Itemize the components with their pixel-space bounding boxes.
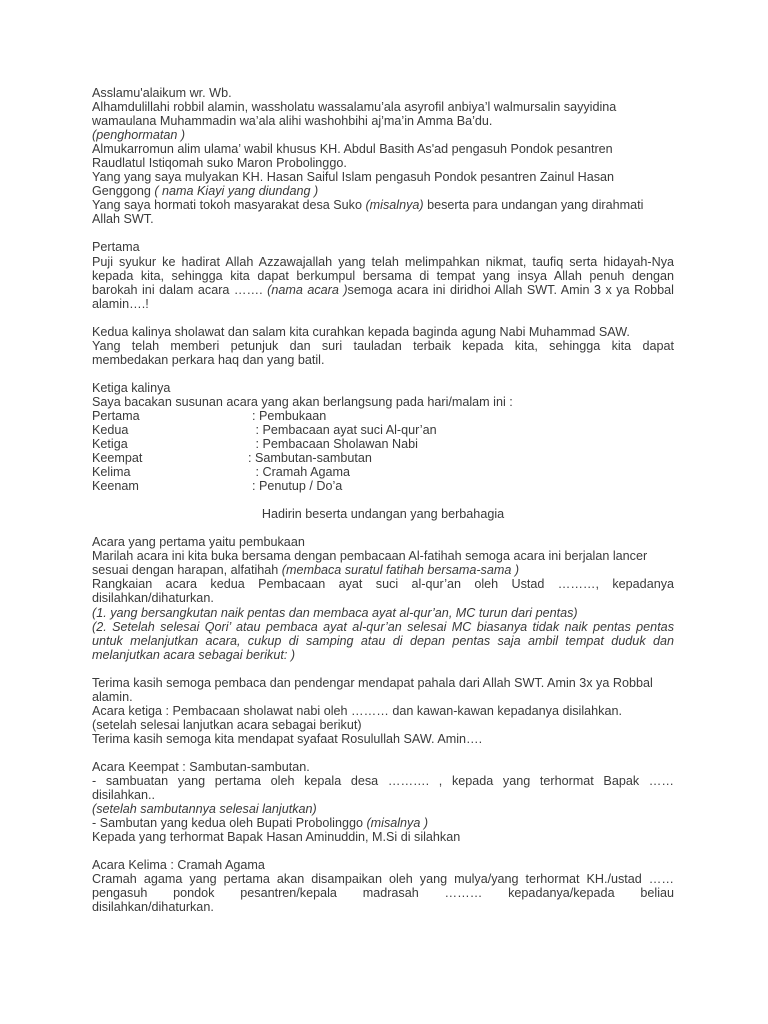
hormat-note: ( nama Kiayi yang diundang ) [154,184,319,199]
hormat-line: Allah SWT. [92,212,154,227]
paragraph-line: Puji syukur ke hadirat Allah Azzawajallah yang telah melimpahkan nikmat, taufiq serta hidayah-Nya [92,254,674,269]
paragraph-line: Acara ketiga : Pembacaan sholawat nabi oleh ……… dan kawan-kawan kepadanya disilahkan. [92,703,622,718]
section-title: Acara yang pertama yaitu pembukaan [92,535,305,550]
section-title: Ketiga kalinya [92,380,171,395]
hormat-line: Almukarromun alim ulama’ wabil khusus KH. Abdul Basith As'ad pengasuh Pondok pesantren [92,142,613,157]
agenda-row [92,479,674,493]
paragraph-line: Marilah acara ini kita buka bersama dengan pembacaan Al-fatihah semoga acara ini berjalan lancer [92,549,648,564]
hormat-line [92,184,674,198]
paragraph-note: (membaca suratul fatihah bersama-sama ) [281,563,520,578]
agenda-row [92,423,674,437]
agenda-key: Kelima [92,465,131,480]
paragraph-text: - Sambutan yang kedua oleh Bupati Probolinggo [92,816,367,831]
agenda-value: : Penutup / Do’a [252,479,343,494]
section-title: Acara Kelima : Cramah Agama [92,858,265,873]
paragraph-line: disilahkan.. [92,788,156,803]
agenda-key: Pertama [92,408,140,423]
paragraph-text: semoga acara ini diridhoi Allah SWT. Amin 3 x ya Robbal [347,282,674,297]
paragraph-line: Kepada yang terhormat Bapak Hasan Aminuddin, M.Si di silahkan [92,830,461,845]
paragraph-line [92,563,674,577]
paragraph-line: kepada kita, sehingga kita dapat berkumpul bersama di tempat yang insya Allah penuh dengan [92,268,674,283]
paragraph-line: Cramah agama yang pertama akan disampaikan oleh yang mulya/yang terhormat KH./ustad …… [92,872,674,887]
paragraph-note: (nama acara ) [267,282,348,297]
paragraph-text: barokah ini dalam acara ……. [92,282,268,297]
agenda-row [92,437,674,451]
agenda-row [92,465,674,479]
paragraph-line: pengasuh pondok pesantren/kepala madrasah ……… kepadanya/kepada beliau [92,886,674,901]
paragraph-line: alamin….! [92,296,149,311]
paragraph-line: Yang telah memberi petunjuk dan suri tauladan terbaik kepada kita, sehingga kita dapat [92,338,674,353]
section-title: Acara Keempat : Sambutan-sambutan. [92,759,310,774]
document-page [92,86,674,914]
paragraph-line: (setelah selesai lanjutkan acara sebagai berikut) [92,717,362,732]
hormat-text: Yang saya hormati tokoh masyarakat desa Suko [92,198,366,213]
hadirin-line: Hadirin beserta undangan yang berbahagia [261,507,505,522]
hormat-text: beserta para undangan yang dirahmati [423,198,644,213]
agenda-key: Ketiga [92,437,128,452]
paragraph-text: sesuai dengan harapan, alfatihah [92,563,282,578]
agenda-row [92,451,674,465]
agenda-value: : Cramah Agama [252,465,350,480]
agenda-intro: Saya bacakan susunan acara yang akan berlangsung pada hari/malam ini : [92,394,513,409]
paragraph-line: Rangkaian acara kedua Pembacaan ayat suci al-qur’an oleh Ustad ………, kepadanya [92,577,674,592]
agenda-key: Keempat [92,451,143,466]
agenda-key: Kedua [92,422,129,437]
agenda-key: Keenam [92,479,139,494]
agenda-value: : Pembukaan [252,408,327,423]
penghormatan-note: (penghormatan ) [92,128,186,143]
paragraph-line: - sambuatan yang pertama oleh kepala desa ………. , kepada yang terhormat Bapak …… [92,773,674,788]
hormat-text: Genggong [92,184,155,199]
paragraph-line: Terima kasih semoga pembaca dan pendengar mendapat pahala dari Allah SWT. Amin 3x ya Robbal [92,675,653,690]
agenda-row [92,409,674,423]
paragraph-line: Kedua kalinya sholawat dan salam kita curahkan kepada baginda agung Nabi Muhammad SAW. [92,324,630,339]
opening-line: Alhamdulillahi robbil alamin, wassholatu wassalamu’ala asyrofil anbiya’l walmursalin sayyidina [92,100,617,115]
paragraph-note: (misalnya ) [366,816,429,831]
instruction-note: untuk melanjutkan acara, cukup di samping atau di depan pentas saja ambil tempat duduk dan [92,633,674,648]
paragraph-line: Terima kasih semoga kita mendapat syafaat Rosulullah SAW. Amin…. [92,731,483,746]
paragraph-line [92,283,674,297]
hormat-note: (misalnya) [365,198,424,213]
agenda-value: : Pembacaan Sholawan Nabi [252,437,418,452]
opening-line: wamaulana Muhammadin wa’ala alihi washohbihi aj’ma’in Amma Ba’du. [92,114,493,129]
agenda-value: : Sambutan-sambutan [248,451,372,466]
paragraph-line: disilahkan/dihaturkan. [92,591,214,606]
instruction-note: melanjutkan acara sebagai berikut: ) [92,647,296,662]
greeting: Asslamu'alaikum wr. Wb. [92,86,232,100]
hormat-line: Raudlatul Istiqomah suko Maron Probolinggo. [92,156,347,171]
paragraph-line [92,816,674,830]
instruction-note: (1. yang bersangkutan naik pentas dan membaca ayat al-qur’an, MC turun dari pentas) [92,605,578,620]
instruction-note: (setelah sambutannya selesai lanjutkan) [92,802,317,817]
instruction-note: (2. Setelah selesai Qori’ atau pembaca ayat al-qur’an selesai MC biasanya tidak naik pentas pentas [92,619,674,634]
paragraph-line: membedakan perkara haq dan yang batil. [92,352,325,367]
agenda-value: : Pembacaan ayat suci Al-qur’an [252,422,437,437]
hormat-line: Yang yang saya mulyakan KH. Hasan Saiful Islam pengasuh Pondok pesantren Zainul Hasan [92,170,615,185]
section-title: Pertama [92,240,140,255]
hormat-line [92,198,674,212]
paragraph-line: alamin. [92,689,133,704]
paragraph-line: disilahkan/dihaturkan. [92,900,214,915]
